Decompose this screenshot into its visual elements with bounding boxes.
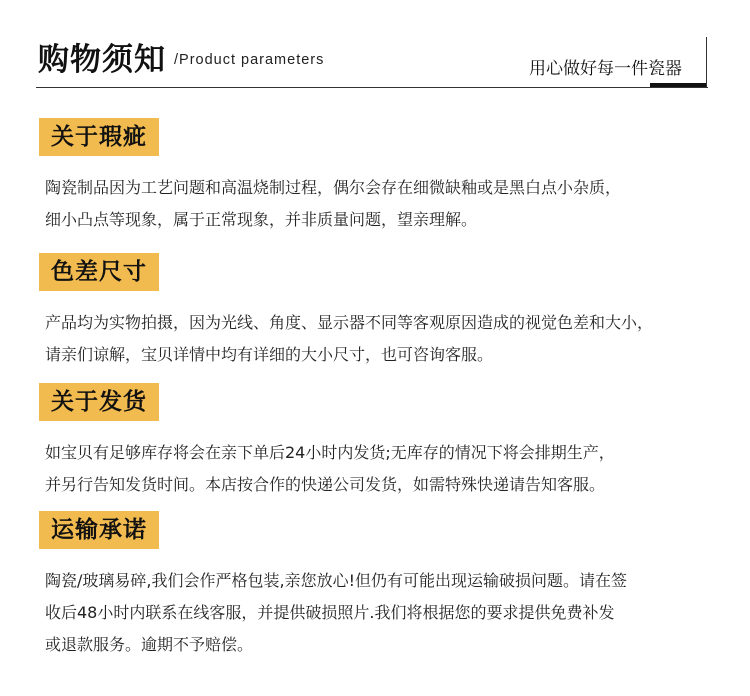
section-body — [45, 172, 735, 236]
body-line: 陶瓷制品因为工艺问题和高温烧制过程，偶尔会存在细微缺釉或是黑白点小杂质， — [45, 178, 622, 197]
section-body — [45, 437, 735, 501]
section-tag: 运输承诺 — [39, 511, 159, 549]
section-tag: 关于瑕疵 — [39, 118, 159, 156]
section-tag: 色差尺寸 — [39, 253, 159, 291]
body-line: 或退款服务。逾期不予赔偿。 — [45, 635, 254, 654]
section-body — [45, 307, 735, 371]
page-title: 购物须知 — [38, 42, 166, 78]
slogan-box — [526, 37, 708, 87]
header-divider — [36, 87, 708, 88]
body-line: 收后48小时内联系在线客服，并提供破损照片.我们将根据您的要求提供免费补发 — [45, 603, 615, 622]
page-subtitle: /Product parameters — [174, 52, 325, 68]
body-line: 产品均为实物拍摄，因为光线、角度、显示器不同等客观原因造成的视觉色差和大小， — [45, 313, 654, 332]
slogan-divider — [706, 37, 707, 87]
page-header — [0, 0, 750, 90]
slogan-text: 用心做好每一件瓷器 — [529, 59, 682, 79]
body-line: 并另行告知发货时间。本店按合作的快递公司发货，如需特殊快递请告知客服。 — [45, 475, 606, 494]
section-body — [45, 565, 735, 661]
body-line: 细小凸点等现象，属于正常现象，并非质量问题，望亲理解。 — [45, 210, 478, 229]
body-line: 如宝贝有足够库存将会在亲下单后24小时内发货;无库存的情况下将会排期生产， — [45, 443, 615, 462]
body-line: 陶瓷/玻璃易碎,我们会作严格包装,亲您放心!但仍有可能出现运输破损问题。请在签 — [45, 571, 627, 590]
section-tag: 关于发货 — [39, 383, 159, 421]
body-line: 请亲们谅解，宝贝详情中均有详细的大小尺寸，也可咨询客服。 — [45, 345, 494, 364]
